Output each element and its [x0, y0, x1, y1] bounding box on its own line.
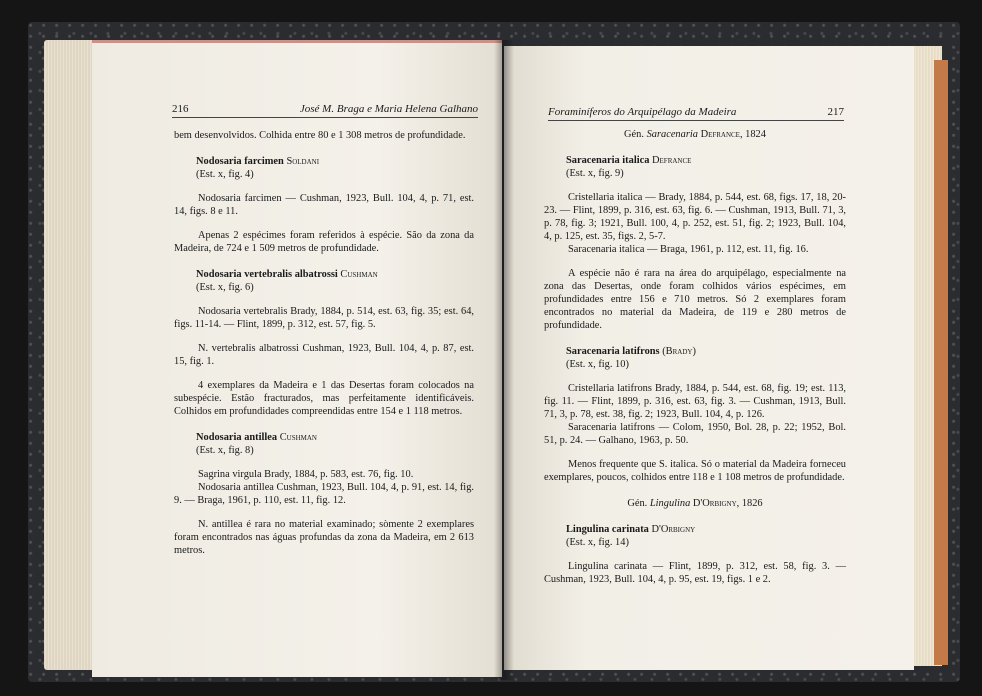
- synonymy-entry: Nodosaria farcimen — Cushman, 1923, Bull. 104, 4, p. 71, est. 14, figs. 8 e 11.: [174, 193, 474, 217]
- synonymy-entry: Lingulina carinata — Flint, 1899, p. 312, est. 58, fig. 3. — Cushman, 1923, Bull. 104, 4, p. 95, est. 19, figs. 1 e 2.: [544, 561, 846, 585]
- synonymy-entry: Saracenaria italica — Braga, 1961, p. 112, est. 11, fig. 16.: [568, 244, 809, 255]
- left-page: [92, 40, 502, 677]
- species-author: Cushman: [340, 269, 378, 280]
- synonymy-entry: Saracenaria latifrons — Colom, 1950, Bol. 28, p. 22; 1952, Bol. 51, p. 24. — Galhano, 1963, p. 50.: [544, 422, 846, 446]
- species-author: (Brady): [662, 346, 696, 357]
- genus-heading: [544, 128, 846, 141]
- species-author: Soldani: [286, 156, 320, 167]
- species-name: Lingulina carinata: [566, 524, 649, 535]
- right-running-title: Foraminíferos do Arquipélago da Madeira: [548, 106, 737, 118]
- genus-heading: [544, 497, 846, 510]
- plate-reference: (Est. x, fig. 10): [566, 359, 629, 370]
- species-name: Nodosaria farcimen: [196, 156, 284, 167]
- remarks-paragraph: Menos frequente que S. italica. Só o material da Madeira forneceu exemplares, poucos, colhidos entre 118 e 1 108 metros de profundidade.: [544, 459, 846, 483]
- genus-name: Saracenaria: [646, 129, 698, 140]
- species-name: Saracenaria latifrons: [566, 346, 660, 357]
- left-page-body: [174, 129, 474, 557]
- species-heading: [174, 431, 474, 444]
- species-heading: [544, 345, 846, 358]
- synonymy-entry: N. vertebralis albatrossi Cushman, 1923, Bull. 104, 4, p. 87, est. 15, fig. 1.: [174, 343, 474, 367]
- synonymy-entry: Cristellaria latifrons Brady, 1884, p. 544, est. 68, fig. 19; est. 113, fig. 11. — Flint, 1899, p. 316, est. 63, fig. 3. — Cushman, 1913, Bull. 71, 3, p. 78, est. 38, fig. 2; 1923, Bull. 104, 4, p. 126.: [544, 383, 846, 420]
- continuation-paragraph: bem desenvolvidos. Colhida entre 80 e 1 308 metros de profundidade.: [174, 130, 466, 141]
- genus-name: Lingulina: [649, 498, 691, 509]
- plate-reference: (Est. x, fig. 8): [196, 445, 254, 456]
- right-page-number: 217: [827, 106, 844, 118]
- species-author: Cushman: [279, 432, 317, 443]
- plate-reference: (Est. x, fig. 14): [566, 537, 629, 548]
- right-page: [504, 46, 914, 670]
- left-running-title: José M. Braga e Maria Helena Galhano: [299, 103, 478, 115]
- species-heading: [174, 268, 474, 281]
- right-running-head: [548, 106, 844, 121]
- species-heading: [544, 154, 846, 167]
- synonymy-entry: Sagrina virgula Brady, 1884, p. 583, est. 76, fig. 10.: [198, 469, 414, 480]
- plate-reference: (Est. x, fig. 4): [196, 169, 254, 180]
- book-gutter: [494, 40, 514, 680]
- species-author: D'Orbigny: [651, 524, 696, 535]
- genus-author: Defrance, 1824: [700, 129, 766, 140]
- bookmark-ribbon: [934, 60, 948, 665]
- left-page-number: 216: [172, 103, 189, 115]
- plate-reference: (Est. x, fig. 9): [566, 168, 624, 179]
- species-name: Nodosaria vertebralis albatrossi: [196, 269, 338, 280]
- remarks-paragraph: Apenas 2 espécimes foram referidos à espécie. São da zona da Madeira, de 724 e 1 509 metros de profundidade.: [174, 230, 474, 254]
- remarks-paragraph: 4 exemplares da Madeira e 1 das Desertas foram colocados na subespécie. Estão fracturados, mas perfeitamente identificáveis. Colhidos em profundidades compreendidas entre 154 e 1 118 metros.: [174, 380, 474, 417]
- synonymy-entry: Nodosaria antillea Cushman, 1923, Bull. 104, 4, p. 91, est. 14, fig. 9. — Braga, 1961, p. 110, est. 11, fig. 12.: [174, 482, 474, 506]
- species-name: Nodosaria antillea: [196, 432, 278, 443]
- species-name: Saracenaria italica: [566, 155, 650, 166]
- synonymy-entry: Nodosaria vertebralis Brady, 1884, p. 514, est. 63, fig. 35; est. 64, figs. 11-14. — Flint, 1899, p. 312, est. 57, fig. 5.: [174, 306, 474, 330]
- left-running-head: [172, 103, 478, 118]
- plate-reference: (Est. x, fig. 6): [196, 282, 254, 293]
- right-page-body: [544, 128, 846, 586]
- remarks-paragraph: N. antillea é rara no material examinado; sòmente 2 exemplares foram encontrados nas águas profundas da zona da Madeira, em 2 613 metros.: [174, 519, 474, 556]
- species-heading: [544, 523, 846, 536]
- synonymy-entry: Cristellaria italica — Brady, 1884, p. 544, est. 68, figs. 17, 18, 20-23. — Flint, 1899, p. 316, est. 63, fig. 6. — Cushman, 1913, Bull. 71, 3, p. 78, fig. 3; 1921, Bull. 100, 4, p. 252, est. 51, fig. 2; 1923, Bull. 104, 4, p. 125, est. 35, figs. 2, 5-7.: [544, 192, 846, 242]
- genus-author: D'Orbigny, 1826: [692, 498, 763, 509]
- left-page-edges: [44, 40, 96, 670]
- species-author: Defrance: [652, 155, 692, 166]
- species-heading: [174, 155, 474, 168]
- genus-prefix: Gén.: [624, 129, 644, 140]
- remarks-paragraph: A espécie não é rara na área do arquipélago, especialmente na zona das Desertas, onde foram colhidos vários espécimes, em profundidades entre 156 e 710 metros. Só 2 exemplares foram encontrados no material da Madeira, de 119 e 280 metros de profundidade.: [544, 268, 846, 331]
- genus-prefix: Gén.: [627, 498, 648, 509]
